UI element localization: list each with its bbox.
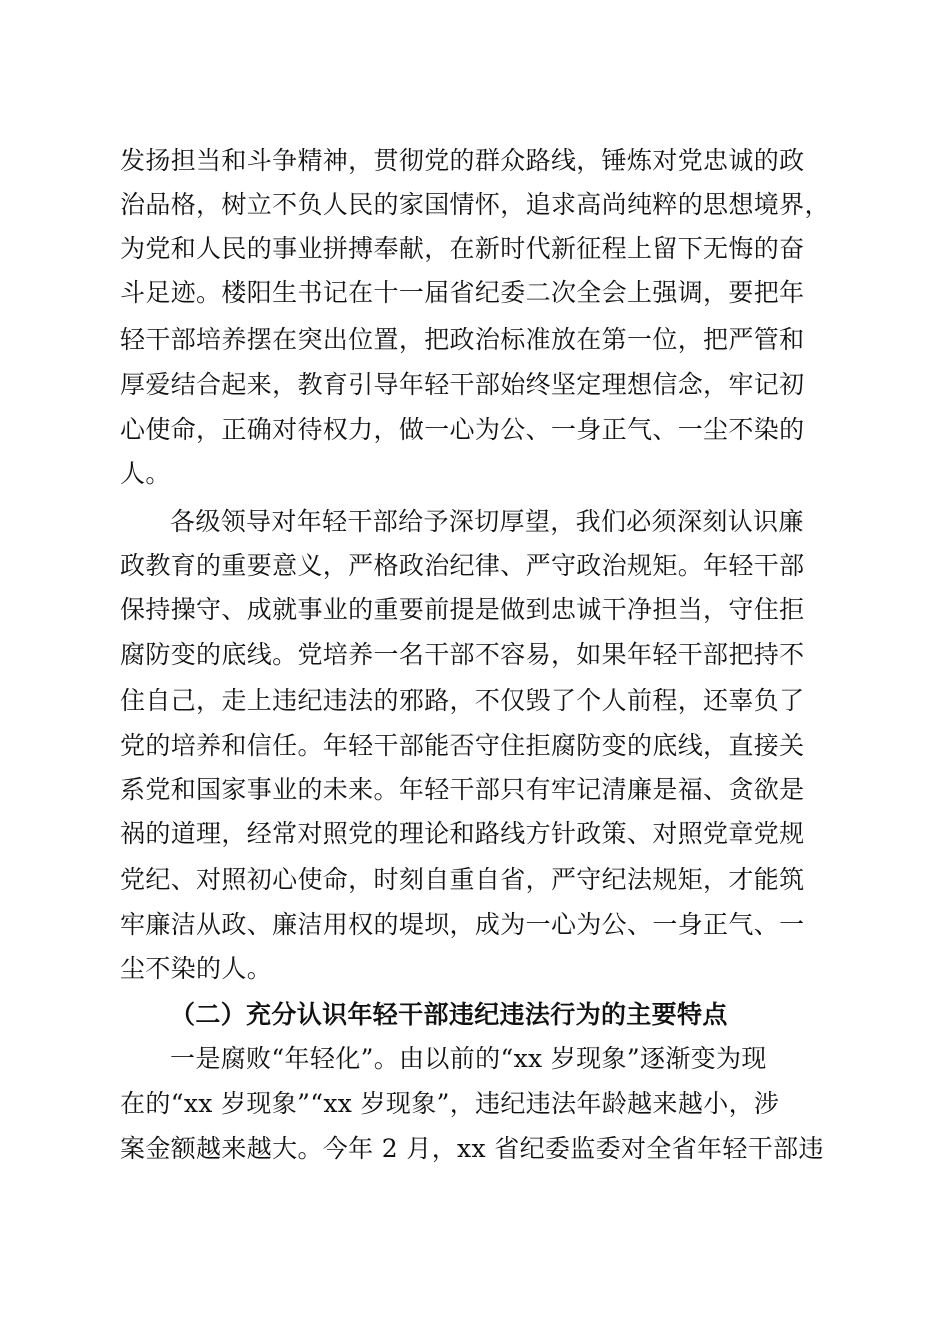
paragraph-line: 住自己，走上违纪违法的邪路，不仅毁了个人前程，还辜负了	[120, 686, 805, 715]
paragraph-line: 人。	[120, 459, 171, 488]
paragraph-line: 祸的道理，经常对照党的理论和路线方针政策、对照党章党规	[120, 819, 805, 848]
paragraph-line: 尘不染的人。	[120, 954, 273, 983]
section-heading: （二）充分认识年轻干部违纪违法行为的主要特点	[170, 1000, 728, 1029]
paragraph-line: 心使命，正确对待权力，做一心为公、一身正气、一尘不染的	[120, 415, 805, 444]
paragraph-line: 轻干部培养摆在突出位置，把政治标准放在第一位，把严管和	[120, 325, 805, 354]
paragraph-line: 厚爱结合起来，教育引导年轻干部始终坚定理想信念，牢记初	[120, 370, 805, 399]
paragraph-line: 牢廉洁从政、廉洁用权的堤坝，成为一心为公、一身正气、一	[120, 910, 805, 939]
paragraph-line: 政教育的重要意义，严格政治纪律、严守政治规矩。年轻干部	[120, 551, 805, 580]
paragraph-line: 系党和国家事业的未来。年轻干部只有牢记清廉是福、贪欲是	[120, 775, 805, 804]
paragraph-line: 为党和人民的事业拼搏奉献，在新时代新征程上留下无悔的奋	[120, 234, 805, 263]
paragraph-line: 各级领导对年轻干部给予深切厚望，我们必须深刻认识廉	[170, 507, 804, 536]
paragraph-line: 保持操守、成就事业的重要前提是做到忠诚干净担当，守住拒	[120, 595, 805, 624]
paragraph-line: 一是腐败“年轻化”。由以前的“xx 岁现象”逐渐变为现	[170, 1044, 767, 1073]
paragraph-line: 发扬担当和斗争精神，贯彻党的群众路线，锤炼对党忠诚的政	[120, 146, 805, 175]
paragraph-line: 在的“xx 岁现象”“xx 岁现象”，违纪违法年龄越来越小，涉	[120, 1089, 780, 1118]
paragraph-line: 党纪、对照初心使命，时刻自重自省，严守纪法规矩，才能筑	[120, 865, 805, 894]
paragraph-line: 治品格，树立不负人民的家国情怀，追求高尚纯粹的思想境界，	[120, 190, 830, 219]
paragraph-line: 斗足迹。楼阳生书记在十一届省纪委二次全会上强调，要把年	[120, 278, 805, 307]
paragraph-line: 党的培养和信任。年轻干部能否守住拒腐防变的底线，直接关	[120, 731, 805, 760]
paragraph-line: 案金额越来越大。今年 2 月，xx 省纪委监委对全省年轻干部违	[120, 1134, 824, 1163]
paragraph-line: 腐防变的底线。党培养一名干部不容易，如果年轻干部把持不	[120, 640, 805, 669]
